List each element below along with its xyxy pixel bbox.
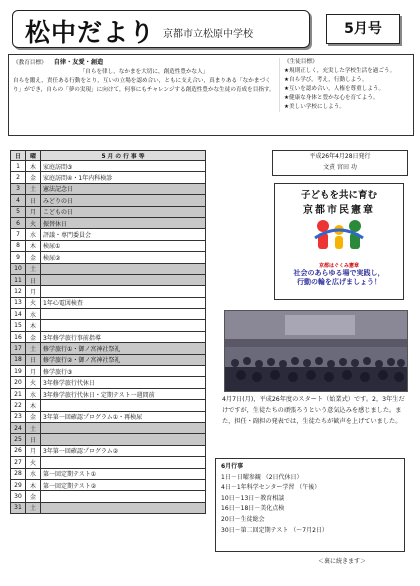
schedule-row xyxy=(11,468,206,479)
ceremony-photo-image xyxy=(225,311,407,391)
june-item: 10日－13日－教育相談 xyxy=(221,494,285,502)
weekday-cell: 木 xyxy=(26,400,41,411)
kodomo-charter-box xyxy=(274,183,404,300)
schedule-row xyxy=(11,491,206,502)
schedule-row xyxy=(11,445,206,456)
event-cell xyxy=(41,274,206,285)
issue-label: 5月号 xyxy=(326,14,400,44)
weekday-cell: 木 xyxy=(26,161,41,172)
charter-line3: 京都はぐくみ憲章 xyxy=(318,263,359,269)
education-goals xyxy=(8,54,414,136)
event-cell: 3年第一回確認プログラム①・再検尿 xyxy=(41,411,206,422)
schedule-row xyxy=(11,217,206,228)
day-cell: 27 xyxy=(11,457,26,468)
weekday-cell: 金 xyxy=(26,411,41,422)
event-cell xyxy=(41,320,206,331)
schedule-row xyxy=(11,195,206,206)
weekday-cell: 木 xyxy=(26,479,41,490)
weekday-cell: 月 xyxy=(26,445,41,456)
student-goal-item: ★健康な身体と豊かな心を育てよう。 xyxy=(284,95,379,101)
event-cell: 第一回定期テスト① xyxy=(41,468,206,479)
weekday-cell: 日 xyxy=(26,354,41,365)
schedule-row xyxy=(11,252,206,263)
event-cell xyxy=(41,502,206,513)
weekday-cell: 木 xyxy=(26,240,41,251)
schedule-row xyxy=(11,343,206,354)
goals-body: 自らを鍛え，責任ある行動をとり，互いの立場を認め合い，ともに支え合い，真まりある「なかまづくり」ができ，自らの「夢の実現」に向けて，何事にもチャレンジする創造性豊かな生徒の育成を目指す。 xyxy=(13,78,275,93)
june-title: 6月行事 xyxy=(221,463,244,470)
day-cell: 21 xyxy=(11,388,26,399)
may-schedule-table xyxy=(10,150,206,514)
day-cell: 25 xyxy=(11,434,26,445)
event-cell: 修学旅行②・御ノ宮神社祭礼 xyxy=(41,354,206,365)
event-cell: みどりの日 xyxy=(41,195,206,206)
weekday-cell: 金 xyxy=(26,491,41,502)
goals-heading: 《教育目標》 xyxy=(13,60,47,66)
event-cell xyxy=(41,434,206,445)
school-name: 京都市立松原中学校 xyxy=(163,29,253,40)
june-item: 16日－18日－美化点検 xyxy=(221,505,285,513)
charter-line4: 社会のあらゆる場で実践し， xyxy=(293,269,385,277)
event-cell: 3年修学旅行代休日 xyxy=(41,377,206,388)
weekday-cell: 日 xyxy=(26,274,41,285)
weekday-cell: 木 xyxy=(26,320,41,331)
event-cell: 憲法記念日 xyxy=(41,183,206,194)
day-cell: 4 xyxy=(11,195,26,206)
charter-line1: 子どもを共に育む xyxy=(300,190,377,201)
photo-caption: 4月7日(月)，平成26年度のスタート（始業式）です。2，3年生だけですが，生徒たちの頑張ろうという意気込みを感じました。また，担任・副担の発表では，生徒たちが歓声を上げていました。 xyxy=(222,396,405,425)
day-cell: 5 xyxy=(11,206,26,217)
schedule-row xyxy=(11,388,206,399)
weekday-cell: 土 xyxy=(26,263,41,274)
weekday-cell: 土 xyxy=(26,422,41,433)
schedule-row xyxy=(11,240,206,251)
june-item: 4日－1年科学センター学習 （午後） xyxy=(221,484,321,492)
event-cell: 1年心電図検査 xyxy=(41,297,206,308)
schedule-row xyxy=(11,229,206,240)
day-cell: 30 xyxy=(11,491,26,502)
schedule-row xyxy=(11,274,206,285)
charter-logo-icon xyxy=(309,216,369,256)
student-goal-item: ★自ら学び，考え，行動しよう。 xyxy=(284,77,368,83)
day-cell: 2 xyxy=(11,172,26,183)
schedule-row xyxy=(11,422,206,433)
goals-right xyxy=(279,58,414,112)
day-cell: 15 xyxy=(11,320,26,331)
day-cell: 26 xyxy=(11,445,26,456)
day-cell: 8 xyxy=(11,240,26,251)
day-cell: 17 xyxy=(11,343,26,354)
student-goal-item: ★美しい学校にしよう。 xyxy=(284,104,345,110)
schedule-row xyxy=(11,400,206,411)
ceremony-photo xyxy=(224,310,408,392)
day-cell: 29 xyxy=(11,479,26,490)
col-header-events: 5 月 の 行 事 等 xyxy=(41,151,206,161)
schedule-row xyxy=(11,161,206,172)
publish-author: 文責 宮田 功 xyxy=(323,164,357,171)
schedule-row xyxy=(11,172,206,183)
event-cell: 家庭訪問④・1年内科検診 xyxy=(41,172,206,183)
weekday-cell: 月 xyxy=(26,366,41,377)
event-cell: 検尿① xyxy=(41,240,206,251)
weekday-cell: 水 xyxy=(26,309,41,320)
event-cell: 修学旅行③ xyxy=(41,366,206,377)
schedule-row xyxy=(11,309,206,320)
weekday-cell: 火 xyxy=(26,457,41,468)
schedule-row xyxy=(11,263,206,274)
event-cell: こどもの日 xyxy=(41,206,206,217)
weekday-cell: 火 xyxy=(26,377,41,388)
weekday-cell: 土 xyxy=(26,502,41,513)
weekday-cell: 金 xyxy=(26,172,41,183)
charter-line5: 行動の輪を広げましょう！ xyxy=(297,278,381,286)
day-cell: 24 xyxy=(11,422,26,433)
schedule-row xyxy=(11,411,206,422)
day-cell: 19 xyxy=(11,366,26,377)
schedule-row xyxy=(11,502,206,513)
day-cell: 9 xyxy=(11,252,26,263)
event-cell xyxy=(41,400,206,411)
event-cell xyxy=(41,309,206,320)
weekday-cell: 火 xyxy=(26,217,41,228)
weekday-cell: 金 xyxy=(26,331,41,342)
event-cell xyxy=(41,286,206,297)
day-cell: 28 xyxy=(11,468,26,479)
day-cell: 31 xyxy=(11,502,26,513)
schedule-row xyxy=(11,377,206,388)
event-cell xyxy=(41,457,206,468)
col-header-day: 日 xyxy=(11,151,26,161)
weekday-cell: 金 xyxy=(26,252,41,263)
weekday-cell: 水 xyxy=(26,388,41,399)
day-cell: 12 xyxy=(11,286,26,297)
schedule-row xyxy=(11,206,206,217)
schedule-row xyxy=(11,354,206,365)
schedule-row xyxy=(11,297,206,308)
publish-info xyxy=(272,150,408,176)
event-cell: 修学旅行①・御ノ宮神社祭礼 xyxy=(41,343,206,354)
day-cell: 3 xyxy=(11,183,26,194)
event-cell xyxy=(41,491,206,502)
june-item: 30日－第二回定期テスト （～7月2日） xyxy=(221,526,328,534)
event-cell: 3年修学旅行代休日・定期テスト一週間前 xyxy=(41,388,206,399)
student-goals-heading: 《生徒目標》 xyxy=(284,59,318,65)
day-cell: 22 xyxy=(11,400,26,411)
june-events-box xyxy=(215,458,405,552)
event-cell xyxy=(41,263,206,274)
schedule-row xyxy=(11,183,206,194)
day-cell: 1 xyxy=(11,161,26,172)
june-item: 1日－日曜参観 （2日代休日） xyxy=(221,473,303,481)
weekday-cell: 水 xyxy=(26,229,41,240)
day-cell: 10 xyxy=(11,263,26,274)
schedule-row xyxy=(11,286,206,297)
col-header-weekday: 曜 xyxy=(26,151,41,161)
weekday-cell: 土 xyxy=(26,343,41,354)
schedule-row xyxy=(11,479,206,490)
student-goal-item: ★互いを認め合い，人権を尊重しよう。 xyxy=(284,86,385,92)
goals-quote: 「自らを律し，なかまを大切に，創造性豊かな人」 xyxy=(79,69,209,75)
day-cell: 23 xyxy=(11,411,26,422)
weekday-cell: 日 xyxy=(26,434,41,445)
event-cell: 振替休日 xyxy=(41,217,206,228)
event-cell: 3年第一回確認プログラム② xyxy=(41,445,206,456)
event-cell: 評議・専門委員会 xyxy=(41,229,206,240)
event-cell: 検尿② xyxy=(41,252,206,263)
goals-left xyxy=(13,58,275,95)
schedule-row xyxy=(11,331,206,342)
day-cell: 7 xyxy=(11,229,26,240)
day-cell: 13 xyxy=(11,297,26,308)
weekday-cell: 月 xyxy=(26,206,41,217)
schedule-row xyxy=(11,366,206,377)
weekday-cell: 火 xyxy=(26,297,41,308)
newsletter-title: 松中だより xyxy=(25,18,156,47)
weekday-cell: 土 xyxy=(26,183,41,194)
event-cell: 第一回定期テスト② xyxy=(41,479,206,490)
weekday-cell: 日 xyxy=(26,195,41,206)
event-cell: 家庭訪問③ xyxy=(41,161,206,172)
title-box xyxy=(12,10,310,48)
event-cell: 3年修学旅行事前指導 xyxy=(41,331,206,342)
day-cell: 6 xyxy=(11,217,26,228)
student-goal-item: ★規則正しく，充実した学校生活を過ごう。 xyxy=(284,68,396,74)
continued-note: ＜裏に続きます＞ xyxy=(318,558,367,565)
event-cell xyxy=(41,422,206,433)
day-cell: 14 xyxy=(11,309,26,320)
publish-date: 平成26年4月28日発行 xyxy=(309,153,371,160)
day-cell: 20 xyxy=(11,377,26,388)
schedule-row xyxy=(11,434,206,445)
day-cell: 16 xyxy=(11,331,26,342)
day-cell: 18 xyxy=(11,354,26,365)
weekday-cell: 水 xyxy=(26,468,41,479)
header xyxy=(8,6,412,50)
day-cell: 11 xyxy=(11,274,26,285)
charter-line2: 京都市民憲章 xyxy=(303,205,375,216)
weekday-cell: 月 xyxy=(26,286,41,297)
goals-motto: 自律・友愛・創造 xyxy=(53,59,104,66)
schedule-row xyxy=(11,457,206,468)
schedule-row xyxy=(11,320,206,331)
june-item: 20日－生徒総会 xyxy=(221,515,265,523)
